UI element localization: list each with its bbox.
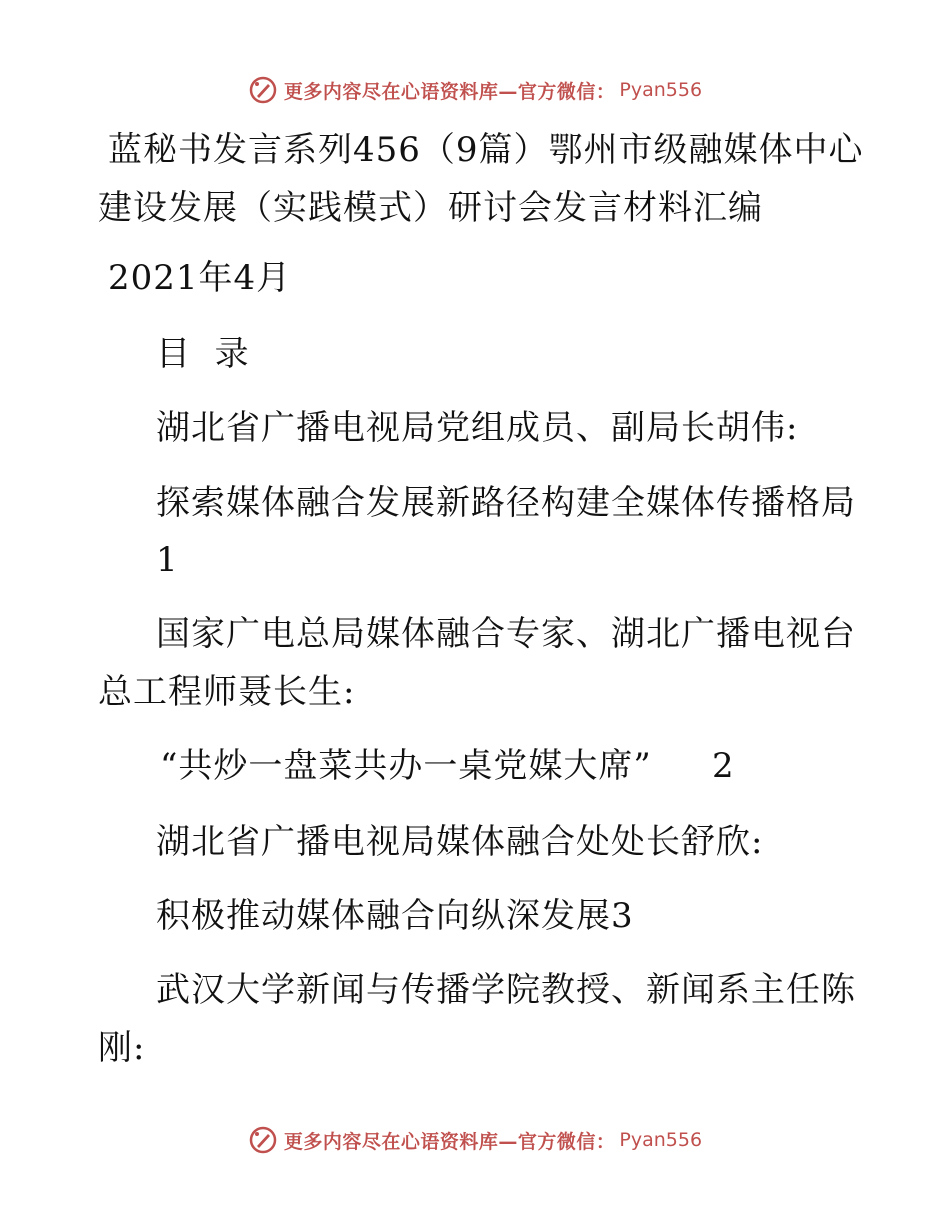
pen-seal-icon bbox=[248, 1125, 278, 1155]
toc-entry-2-page: 2 bbox=[712, 746, 735, 786]
toc-entry-2-speaker-line1: 国家广电总局媒体融合专家、湖北广播电视台 bbox=[156, 614, 856, 654]
doc-date: 2021年4月 bbox=[108, 258, 292, 298]
toc-entry-1-page: 1 bbox=[156, 540, 179, 580]
toc-entry-3-title: 积极推动媒体融合向纵深发展3 bbox=[156, 896, 634, 936]
toc-entry-3-speaker: 湖北省广播电视局媒体融合处处长舒欣: bbox=[156, 822, 764, 862]
toc-entry-1-title: 探索媒体融合发展新路径构建全媒体传播格局 bbox=[156, 483, 856, 523]
watermark-id: Pyan556 bbox=[619, 79, 703, 101]
watermark-id: Pyan556 bbox=[619, 1129, 703, 1151]
footer-watermark bbox=[0, 1120, 950, 1160]
doc-title-line1: 蓝秘书发言系列456（9篇）鄂州市级融媒体中心 bbox=[108, 130, 864, 170]
watermark-text: 更多内容尽在心语资料库—官方微信： bbox=[283, 80, 616, 103]
toc-heading: 目 录 bbox=[156, 334, 250, 374]
toc-entry-2-title: “共炒一盘菜共办一桌党媒大席” bbox=[160, 746, 652, 786]
pen-seal-icon bbox=[248, 75, 278, 105]
toc-entry-2-speaker-line2: 总工程师聂长生: bbox=[98, 672, 356, 712]
header-watermark bbox=[0, 70, 950, 110]
toc-entry-4-speaker-line1: 武汉大学新闻与传播学院教授、新闻系主任陈 bbox=[156, 970, 856, 1010]
watermark-text: 更多内容尽在心语资料库—官方微信： bbox=[283, 1130, 616, 1153]
toc-entry-1-speaker: 湖北省广播电视局党组成员、副局长胡伟: bbox=[156, 408, 799, 448]
doc-title-line2: 建设发展（实践模式）研讨会发言材料汇编 bbox=[98, 188, 763, 228]
toc-entry-4-speaker-line2: 刚: bbox=[98, 1028, 146, 1068]
